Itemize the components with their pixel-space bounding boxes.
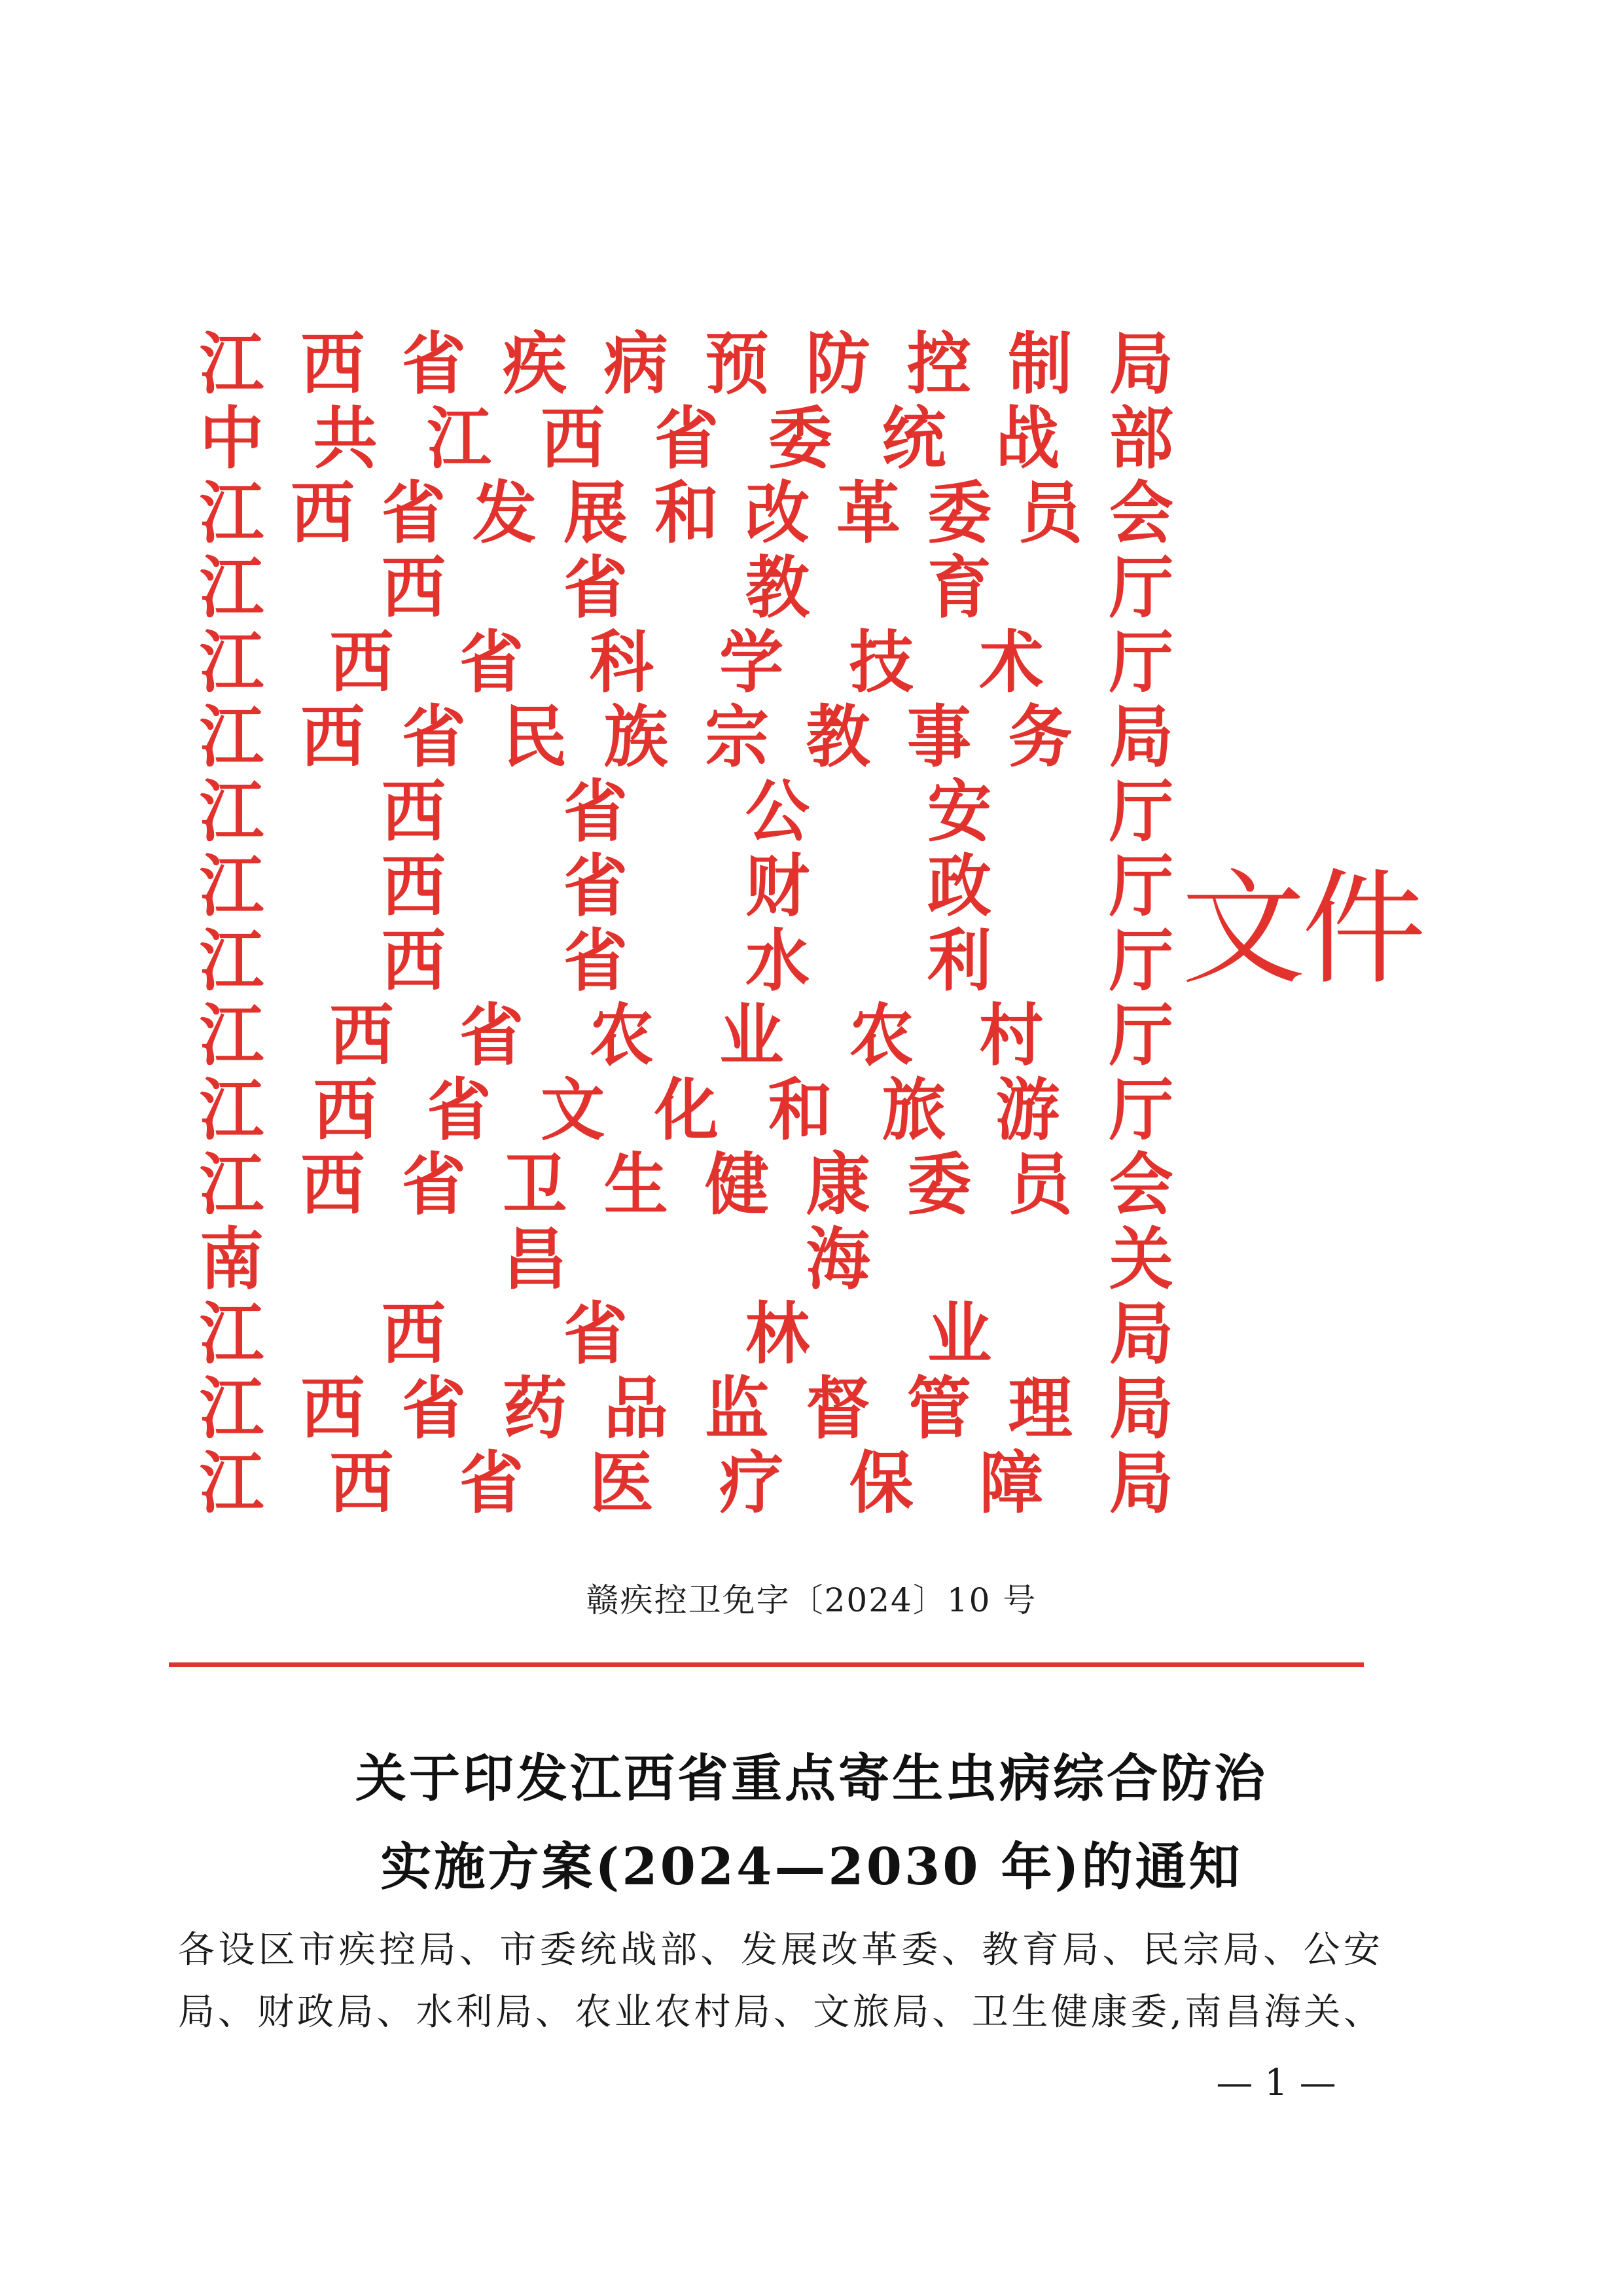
issuer-row [199,1446,1174,1521]
issuer-character: 控 [907,325,972,404]
issuer-character: 江 [427,399,491,478]
issuer-character: 江 [199,474,264,553]
issuer-character: 和 [768,1071,832,1150]
issuer-character: 局 [1109,1295,1173,1374]
issuer-character: 厅 [1109,996,1173,1075]
issuer-character: 厅 [1109,1071,1173,1150]
issuer-character: 江 [199,772,264,852]
issuer-character: 江 [199,922,264,1001]
issuer-character: 业 [719,996,784,1075]
issuer-character: 省 [563,922,628,1001]
issuer-character: 术 [979,623,1044,702]
issuer-character: 昌 [503,1220,567,1299]
issuer-character: 西 [329,623,394,702]
issuer-character: 卫 [503,1145,567,1225]
issuer-character: 西 [300,1145,365,1225]
issuer-character: 防 [806,325,870,404]
issuer-row [199,700,1174,775]
issuer-character: 农 [589,996,654,1075]
issuer-character: 江 [199,1444,264,1523]
issuer-character: 南 [199,1220,264,1299]
issuer-character: 族 [603,698,668,777]
issuer-character: 技 [849,623,914,702]
issuer-character: 江 [199,1145,264,1225]
issuer-row [199,399,1174,478]
issuer-row [199,996,1174,1075]
issuer-character: 政 [927,847,991,926]
issuer-row [199,1220,1174,1299]
issuer-character: 会 [1109,474,1173,553]
issuer-character: 西 [313,1071,378,1150]
issuer-character: 文 [541,1071,605,1150]
issuer-character: 教 [806,698,870,777]
issuer-character: 江 [199,1071,264,1150]
issuer-character: 旅 [882,1071,946,1150]
issuer-character: 委 [768,399,832,478]
issuer-character: 省 [401,1369,466,1448]
issuer-row [199,1145,1174,1225]
issuer-character: 厅 [1109,922,1173,1001]
issuer-character: 管 [907,1369,972,1448]
issuer-character: 部 [1109,399,1173,478]
issuer-character: 江 [199,548,264,628]
issuer-character: 厅 [1109,847,1173,926]
issuer-character: 安 [927,772,991,852]
issuer-row [199,1369,1174,1448]
issuer-character: 战 [995,399,1060,478]
issuer-character: 展 [563,474,628,553]
issuer-character: 省 [459,996,524,1075]
issuer-character: 健 [705,1145,770,1225]
issuer-character: 西 [300,698,365,777]
issuer-row [199,847,1174,926]
issuer-row [199,327,1174,402]
issuer-character: 科 [589,623,654,702]
issuer-character: 化 [654,1071,719,1150]
issuer-character: 西 [381,847,446,926]
page-number: — 1 — [1216,2062,1336,2104]
issuer-character: 省 [401,325,466,404]
issuer-character: 中 [199,399,264,478]
issuer-character: 生 [603,1145,668,1225]
issuer-character: 利 [927,922,991,1001]
issuer-character: 学 [719,623,784,702]
issuer-character: 省 [563,847,628,926]
issuer-character: 省 [401,698,466,777]
issuer-character: 委 [907,1145,972,1225]
issuer-character: 江 [199,698,264,777]
issuer-character: 局 [1109,1444,1173,1523]
issuer-character: 预 [705,325,770,404]
issuer-character: 村 [979,996,1044,1075]
issuer-character: 省 [563,548,628,628]
issuer-character: 业 [927,1295,991,1374]
issuer-character: 西 [381,922,446,1001]
issuer-character: 育 [927,548,991,628]
issuer-character: 障 [979,1444,1044,1523]
issuer-character: 保 [849,1444,914,1523]
issuer-character: 宗 [705,698,770,777]
issuer-character: 病 [603,325,668,404]
issuer-character: 西 [300,1369,365,1448]
issuer-character: 游 [995,1071,1060,1150]
document-number: 赣疾控卫免字〔2024〕10 号 [586,1581,1037,1619]
issuer-character: 公 [745,772,810,852]
issuer-character: 江 [199,1295,264,1374]
issuer-character: 江 [199,1369,264,1448]
issuer-character: 西 [541,399,605,478]
issuer-character: 西 [381,772,446,852]
issuer-character: 西 [329,996,394,1075]
issuer-row [199,924,1174,999]
issuer-character: 江 [199,847,264,926]
issuer-character: 改 [745,474,810,553]
issuer-character: 局 [1109,1369,1173,1448]
issuer-character: 厅 [1109,548,1173,628]
issuer-character: 监 [705,1369,770,1448]
issuer-character: 民 [503,698,567,777]
issuer-character: 疾 [503,325,567,404]
issuer-character: 品 [603,1369,668,1448]
issuer-row [199,1073,1174,1148]
issuer-character: 药 [503,1369,567,1448]
issuer-character: 务 [1008,698,1073,777]
issuer-character: 事 [907,698,972,777]
issuer-character: 西 [329,1444,394,1523]
issuer-character: 共 [313,399,378,478]
issuer-character: 局 [1109,698,1173,777]
issuer-character: 省 [459,623,524,702]
issuer-row [199,772,1174,852]
issuer-character: 西 [290,474,355,553]
issuer-character: 省 [381,474,446,553]
document-title-line-1: 关于印发江西省重点寄生虫病综合防治 [355,1749,1268,1808]
issuer-row [199,548,1174,628]
issuer-character: 厅 [1109,772,1173,852]
issuer-character: 会 [1109,1145,1173,1225]
issuer-character: 财 [745,847,810,926]
issuer-character: 督 [806,1369,870,1448]
issuer-character: 理 [1008,1369,1073,1448]
addressee-line-2: 局、财政局、水利局、农业农村局、文旅局、卫生健康委,南昌海关、 [178,1991,1382,2034]
issuer-character: 革 [836,474,901,553]
issuer-character: 关 [1109,1220,1173,1299]
document-word: 文件 [1181,857,1423,1001]
issuer-character: 疗 [719,1444,784,1523]
issuer-character: 和 [654,474,719,553]
issuer-character: 统 [882,399,946,478]
issuer-character: 康 [806,1145,870,1225]
issuer-character: 江 [199,623,264,702]
document-title-line-2: 实施方案(2024—2030 年)的通知 [380,1837,1243,1897]
issuing-agencies-list [199,327,1174,1521]
issuer-character: 省 [401,1145,466,1225]
issuer-character: 省 [563,1295,628,1374]
issuer-character: 发 [472,474,537,553]
issuer-character: 员 [1018,474,1082,553]
issuer-character: 农 [849,996,914,1075]
issuer-character: 西 [381,548,446,628]
issuer-character: 西 [300,325,365,404]
issuer-row [199,476,1174,551]
issuer-character: 委 [927,474,991,553]
issuer-character: 医 [589,1444,654,1523]
issuer-character: 教 [745,548,810,628]
issuer-character: 员 [1008,1145,1073,1225]
issuer-character: 省 [563,772,628,852]
issuer-character: 省 [654,399,719,478]
issuer-character: 江 [199,325,264,404]
issuer-row [199,1297,1174,1372]
issuer-character: 省 [459,1444,524,1523]
addressee-line-1: 各设区市疾控局、市委统战部、发展改革委、教育局、民宗局、公安 [178,1929,1382,1971]
issuer-character: 省 [427,1071,491,1150]
issuer-character: 西 [381,1295,446,1374]
issuer-character: 海 [806,1220,870,1299]
issuer-character: 局 [1109,325,1173,404]
issuer-row [199,623,1174,702]
red-divider-line [169,1662,1364,1667]
issuer-character: 江 [199,996,264,1075]
issuer-character: 制 [1008,325,1073,404]
issuer-character: 厅 [1109,623,1173,702]
issuer-character: 林 [745,1295,810,1374]
issuer-character: 水 [745,922,810,1001]
